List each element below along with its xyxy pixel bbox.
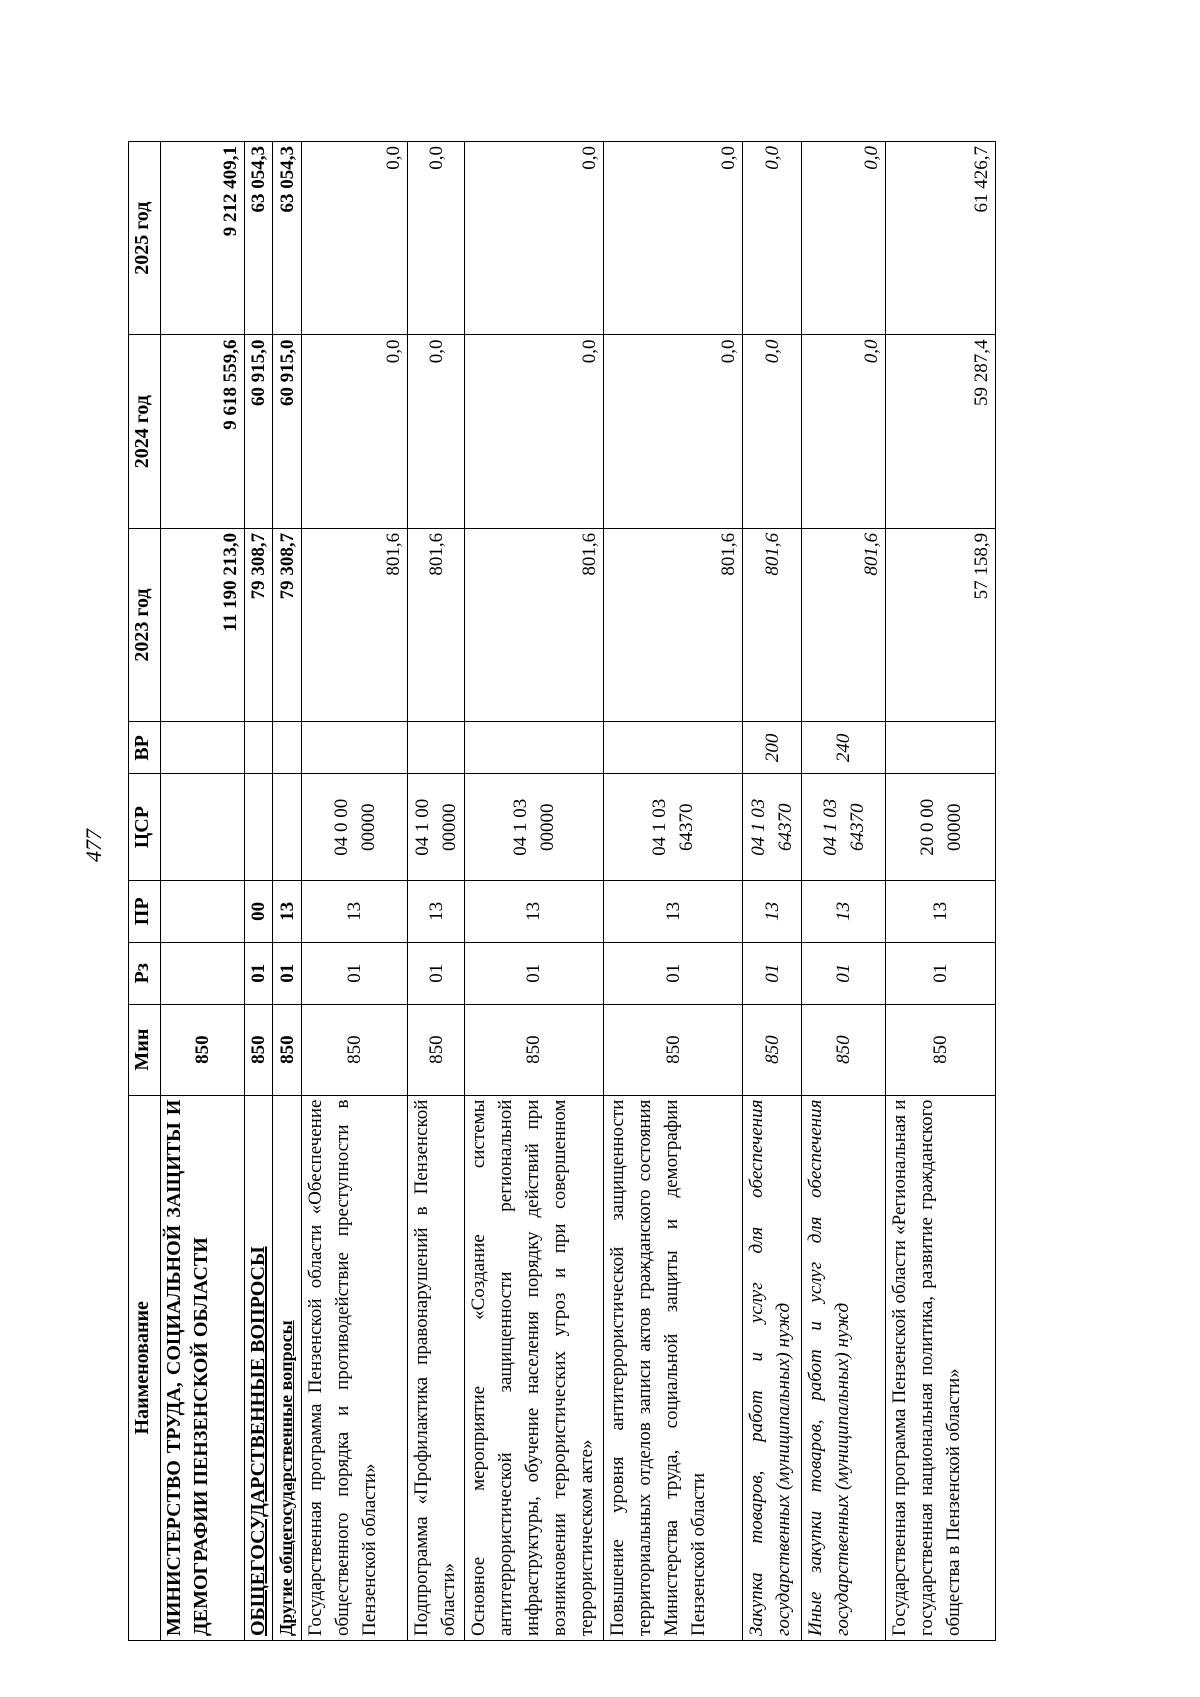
row-pr: 13	[603, 880, 742, 942]
row-2025: 63 054,3	[244, 142, 273, 335]
row-csr: 04 1 00 00000	[408, 774, 464, 880]
row-2025: 0,0	[603, 142, 742, 335]
row-rz: 01	[603, 942, 742, 1004]
row-vr	[886, 722, 996, 774]
row-vr	[160, 722, 244, 774]
row-name: Государственная программа Пензенской области «Обеспечение общественного порядка и противодействие преступности в Пензенской области»	[301, 1095, 407, 1640]
row-name: Другие общегосударственные вопросы	[273, 1095, 302, 1640]
row-pr: 13	[273, 880, 302, 942]
row-min: 850	[464, 1004, 603, 1095]
row-2024: 9 618 559,6	[160, 335, 244, 528]
row-name: ОБЩЕГОСУДАРСТВЕННЫЕ ВОПРОСЫ	[244, 1095, 273, 1640]
row-min: 850	[301, 1004, 407, 1095]
row-rz	[160, 942, 244, 1004]
row-vr	[301, 722, 407, 774]
row-csr: 04 1 03 00000	[464, 774, 603, 880]
table-row	[301, 142, 407, 1641]
row-name: Основное мероприятие «Создание системы антитеррористической защищенности региональной инфраструктуры, обучение населения порядку действий при возникновении террористических угроз и при совершенном террористическом акте»	[464, 1095, 603, 1640]
row-min: 850	[408, 1004, 464, 1095]
page-number: 477	[81, 829, 106, 862]
row-csr	[160, 774, 244, 880]
row-2024: 60 915,0	[273, 335, 302, 528]
row-name: Закупка товаров, работ и услуг для обеспечения государственных (муниципальных) нужд	[743, 1095, 802, 1640]
row-rz: 01	[743, 942, 802, 1004]
row-2023: 801,6	[743, 528, 802, 721]
header-csr: ЦСР	[129, 774, 161, 880]
row-2024: 0,0	[603, 335, 742, 528]
table-row	[886, 142, 996, 1641]
row-csr: 04 0 00 00000	[301, 774, 407, 880]
row-2025: 61 426,7	[886, 142, 996, 335]
table-row	[273, 142, 302, 1641]
row-csr	[244, 774, 273, 880]
header-2024: 2024 год	[129, 335, 161, 528]
row-2023: 79 308,7	[244, 528, 273, 721]
row-csr: 04 1 03 64370	[802, 774, 886, 880]
row-pr: 13	[301, 880, 407, 942]
row-rz: 01	[244, 942, 273, 1004]
row-min: 850	[273, 1004, 302, 1095]
row-csr: 20 0 00 00000	[886, 774, 996, 880]
row-csr: 04 1 03 64370	[743, 774, 802, 880]
row-vr	[464, 722, 603, 774]
row-2025: 0,0	[464, 142, 603, 335]
row-2025: 0,0	[301, 142, 407, 335]
row-name: Государственная программа Пензенской области «Региональная и государственная национальная политика, развитие гражданского общества в Пензенской области»	[886, 1095, 996, 1640]
row-pr: 13	[886, 880, 996, 942]
row-csr: 04 1 03 64370	[603, 774, 742, 880]
row-pr: 13	[464, 880, 603, 942]
row-rz: 01	[301, 942, 407, 1004]
row-2024: 60 915,0	[244, 335, 273, 528]
table-row	[603, 142, 742, 1641]
row-name: МИНИСТЕРСТВО ТРУДА, СОЦИАЛЬНОЙ ЗАЩИТЫ И ДЕМОГРАФИИ ПЕНЗЕНСКОЙ ОБЛАСТИ	[160, 1095, 244, 1640]
row-2025: 9 212 409,1	[160, 142, 244, 335]
row-min: 850	[160, 1004, 244, 1095]
row-vr	[273, 722, 302, 774]
row-min: 850	[802, 1004, 886, 1095]
row-2024: 0,0	[464, 335, 603, 528]
row-2023: 801,6	[802, 528, 886, 721]
row-min: 850	[244, 1004, 273, 1095]
budget-table-rotated	[128, 141, 996, 1641]
row-2024: 0,0	[408, 335, 464, 528]
row-rz: 01	[802, 942, 886, 1004]
row-2023: 801,6	[301, 528, 407, 721]
row-min: 850	[886, 1004, 996, 1095]
row-rz: 01	[464, 942, 603, 1004]
row-2024: 59 287,4	[886, 335, 996, 528]
row-2025: 63 054,3	[273, 142, 302, 335]
row-rz: 01	[886, 942, 996, 1004]
row-vr: 200	[743, 722, 802, 774]
row-2023: 801,6	[408, 528, 464, 721]
table-row	[160, 142, 244, 1641]
row-vr	[244, 722, 273, 774]
header-vr: ВР	[129, 722, 161, 774]
header-2025: 2025 год	[129, 142, 161, 335]
table-row	[464, 142, 603, 1641]
budget-table	[128, 141, 996, 1641]
row-2025: 0,0	[743, 142, 802, 335]
row-2023: 11 190 213,0	[160, 528, 244, 721]
header-min: Мин	[129, 1004, 161, 1095]
row-pr: 13	[802, 880, 886, 942]
row-2024: 0,0	[802, 335, 886, 528]
row-rz: 01	[408, 942, 464, 1004]
table-row	[244, 142, 273, 1641]
row-rz: 01	[273, 942, 302, 1004]
row-name: Иные закупки товаров, работ и услуг для обеспечения государственных (муниципальных) нужд	[802, 1095, 886, 1640]
row-2025: 0,0	[802, 142, 886, 335]
table-row	[408, 142, 464, 1641]
row-pr: 13	[743, 880, 802, 942]
header-rz: Рз	[129, 942, 161, 1004]
table-row	[802, 142, 886, 1641]
header-row	[129, 142, 161, 1641]
row-vr	[603, 722, 742, 774]
row-csr	[273, 774, 302, 880]
header-name: Наименование	[129, 1095, 161, 1640]
row-min: 850	[743, 1004, 802, 1095]
row-vr: 240	[802, 722, 886, 774]
row-2023: 801,6	[603, 528, 742, 721]
row-name: Повышение уровня антитеррористической защищенности территориальных отделов записи актов гражданского состояния Министерства труда, социальной защиты и демографии Пензенской области	[603, 1095, 742, 1640]
row-min: 850	[603, 1004, 742, 1095]
row-pr: 00	[244, 880, 273, 942]
header-2023: 2023 год	[129, 528, 161, 721]
row-pr	[160, 880, 244, 942]
row-2023: 79 308,7	[273, 528, 302, 721]
row-vr	[408, 722, 464, 774]
row-2024: 0,0	[301, 335, 407, 528]
header-pr: ПР	[129, 880, 161, 942]
row-pr: 13	[408, 880, 464, 942]
row-2023: 801,6	[464, 528, 603, 721]
table-row	[743, 142, 802, 1641]
row-2024: 0,0	[743, 335, 802, 528]
row-name: Подпрограмма «Профилактика правонарушений в Пензенской области»	[408, 1095, 464, 1640]
row-2023: 57 158,9	[886, 528, 996, 721]
row-2025: 0,0	[408, 142, 464, 335]
